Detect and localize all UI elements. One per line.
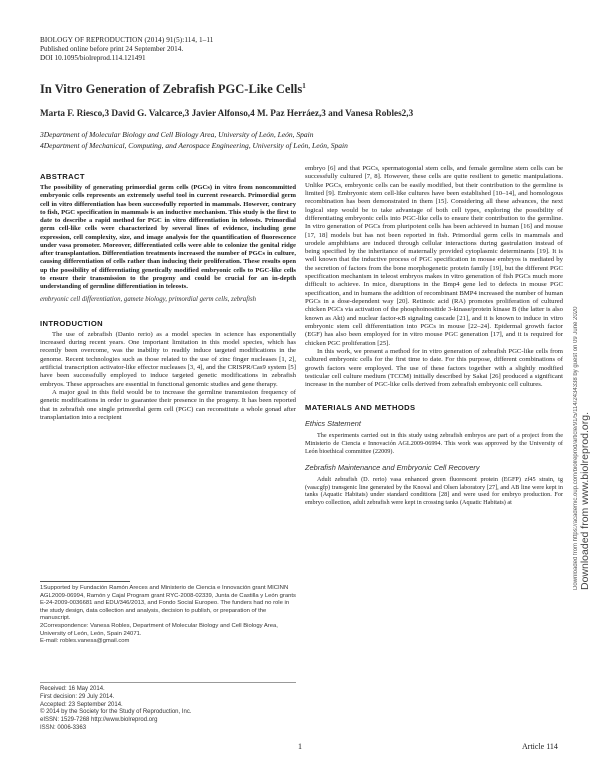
download-note-small: Downloaded from https://academic.oup.com/biolreprod/article/91/5/114/2434338 by guest on 09 June 2020 [573,306,579,590]
right-column [305,165,563,507]
footnote-email[interactable]: E-mail: robles.vanesa@gmail.com [40,638,130,645]
ethics-heading: Ethics Statement [305,419,361,429]
maintenance-text [305,476,563,507]
maintenance-paragraph: Adult zebrafish (D. rerio) vasa enhanced green fluorescent protein (EGFP) zf45 strain, tg (vasa:gfp) transgenic line generated by the Knoval and Olsen laboratory [27], and AB line were kept in tanks (Aquatic Habitats) under standard conditions [28] and were used for embryo production. For embryo collection, adult zebrafish were kept in crossing tanks (Aquatic Habitats) at [305,475,563,507]
date-first-decision: First decision: 29 July 2014. [40,693,115,700]
introduction-heading: INTRODUCTION [40,318,104,328]
download-note-large: Downloaded from www.biolreprod.org. [579,411,591,590]
intro-paragraph-1: The use of zebrafish (Danio rerio) as a model species in science has exponentially increased during recent years. One important limitation in this model species, which has recently been overcome, was the inability to readily induce targeted modifications in the genome. Recent technologies such as those related to the use of zinc finger nucleases [1, 2], artificial transcription activator-like effector nucleases [3, 4], and the CRISPR/Cas9 system [5] have been successfully employed to induce targeted genetic modifications in zebrafish embryos. These approaches are essential in functional genomic studies and gene therapy. [40,330,296,388]
title-footnote-mark: 1 [302,82,306,90]
dates-divider [40,682,296,683]
footnote-correspondence: 2Correspondence: Vanesa Robles, Department of Molecular Biology and Cell Biology Area, University of León, León, Spain 24071. [40,622,278,637]
abstract-heading: ABSTRACT [40,172,85,181]
journal-citation: BIOLOGY OF REPRODUCTION (2014) 91(5):114, 1–11 [40,36,214,44]
ethics-text [305,432,563,455]
published-online: Published online before print 24 September 2014. [40,45,184,54]
article-number: Article 114 [522,742,558,751]
maintenance-heading: Zebrafish Maintenance and Embryonic Cell Recovery [305,462,480,472]
affiliation-4: 4Department of Mechanical, Computing, and Aerospace Engineering, University of León, León, Spain [40,140,348,150]
doi[interactable]: DOI 10.1095/biolreprod.114.121491 [40,54,146,63]
affiliation-3: 3Department of Molecular Biology and Cell Biology Area, University of León, León, Spain [40,130,314,139]
footnotes [40,585,296,646]
copyright: © 2014 by the Society for the Study of Reproduction, Inc. [40,709,192,716]
abstract-text: The possibility of generating primordial germ cells (PGCs) in vitro from noncommitted embryonic cells represents an extremely useful tool in current research. Primordial germ cell in vitro differentiation has been successfully reported in mammals. However, contrary to fish, PGC specification in mammals is an inductive mechanism. This study is the first to date to describe a rapid method for PGC in vitro differentiation in teleosts. Primordial germ cell-like cells were characterized by several lines of evidence, including gene expression, cell complexity, size, and image analysis for the quantification of fluorescence under vasa promoter. Moreover, differentiated cells were able to colonize the genital ridge after transplantation. Differentiation treatments increased the number of PGCs in culture, causing differentiation of cells rather than inducing their proliferation. These results open up the possibility of differentiating genetically modified embryonic cells to PGC-like cells to ensure their transmission to the progeny and could be crucial for an in-depth understanding of germline differentiation in teleosts. [40,184,296,290]
author-list: Marta F. Riesco,3 David G. Valcarce,3 Javier Alfonso,4 M. Paz Herráez,3 and Vanesa Robles2,3 [40,108,414,118]
issn: ISSN: 0006-3363 [40,724,87,731]
right-paragraph-1: embryo [6] and that PGCs, spermatogonial stem cells, and female germline stem cells can be successfully cultured [7, 8]. However, these cells are quite resilient to genetic manipulations. Unlike PGCs, embryonic cells can be easily modified, but their contribution to the germline is limited [9]. Embryonic stem cell-like cultures have been established [10–14], and homologous recombination has been demonstrated in them [15]. Considering all these advances, the next logical step would be to take advantage of both cell types, exploring the possibility of differentiating embryonic cells into PGC-like cells to ensure their contribution to the germline. In vitro generation of PGCs from pluripotent cells has been achieved in human [16] and mouse [17, 18] models but has not been reported in fish. Primordial germ cells in mammals and urodele amphibians are induced through cellular interactions during gastrulation instead of being specified by the inheritance of maternally provided cytoplasmic determinants [19]. It is well known that the inductive process of PGC specification in mouse embryos is mediated by the secretion of factors from the bone morphogenetic protein family [19], but the different PGC specification mechanism in teleost embryos makes in vitro generation of fish PGCs much more difficult to achieve. In mice, disruptions in the Bmp4 gene led to defects in mouse PGC specification, and in humans the addition of recombinant BMP4 increased the number of human PGCs in a dose-dependent way [20]. Retinoic acid (RA) promotes proliferation of cultured chicken PGCs via activation of the phosphoinositide 3-kinase/protein kinase B (the latter is also known as Akt) and nuclear factor-κB signaling cascade [21], and it is known to induce in vitro embryonic stem cell differentiation into PGCs in mouse [22–24]. Epidermal growth factor (EGF) has also been employed for in vitro mouse PGC generation [17], and it is required for chicken PGC proliferation [25]. [305,165,563,347]
keywords: embryonic cell differentiation, gamete biology, primordial germ cells, zebrafish [40,296,257,304]
methods-heading: MATERIALS AND METHODS [305,403,416,413]
ethics-paragraph: The experiments carried out in this study using zebrafish embryos are part of a project from the Ministerio de Ciencia e Innovación AGL2009-06994. This work was approved by the University of León bioethical committee (22009). [305,432,563,456]
introduction-text [40,331,296,422]
date-accepted: Accepted: 23 September 2014. [40,701,123,708]
publication-dates [40,686,296,733]
footnote-divider [40,581,130,582]
download-watermark [567,170,591,590]
title-text: In Vitro Generation of Zebrafish PGC-Like Cells [40,82,303,97]
footnote-funding: 1Supported by Fundación Ramón Areces and Ministerio de Ciencia e Innovación grant MICINN AGL2009-06994, Ramón y Cajal Program grant RYC-2008-02339, Junta de Castilla y León grants E-24-2009-0036681 and EDU/346/2013, and Fondo Social Europeo. The funders had no role in the study design, data collection and analysis, decision to publish, or preparation of the manuscript. [40,585,296,622]
affiliations [40,130,348,151]
journal-header [40,36,214,64]
left-column [40,172,296,422]
page-number: 1 [298,742,302,751]
eissn: eISSN: 1529-7268 http://www.biolreprod.org [40,717,158,724]
intro-paragraph-2: A major goal in this field would be to increase the germline transmission frequency of genetic modifications in order to guarantee their presence in the progeny. It has been reported that in zebrafish one single primordial germ cell (PGC) can reconstitute a whole gonad after transplantation into a recipient [40,389,296,421]
paper-title [40,82,306,97]
date-received: Received: 16 May 2014. [40,686,105,692]
intro-continued [305,165,563,389]
right-paragraph-2: In this work, we present a method for in vitro generation of zebrafish PGC-like cells from cultured embryonic cells for the first time to date. For this purpose, different combinations of growth factors were employed. The use of these factors together with a slightly modified testicular cell culture medium (TCCM) initially described by Sakai [26] produced a significant increase in the number of PGC-like cells derived from zebrafish embryonic cell cultures. [305,347,563,389]
